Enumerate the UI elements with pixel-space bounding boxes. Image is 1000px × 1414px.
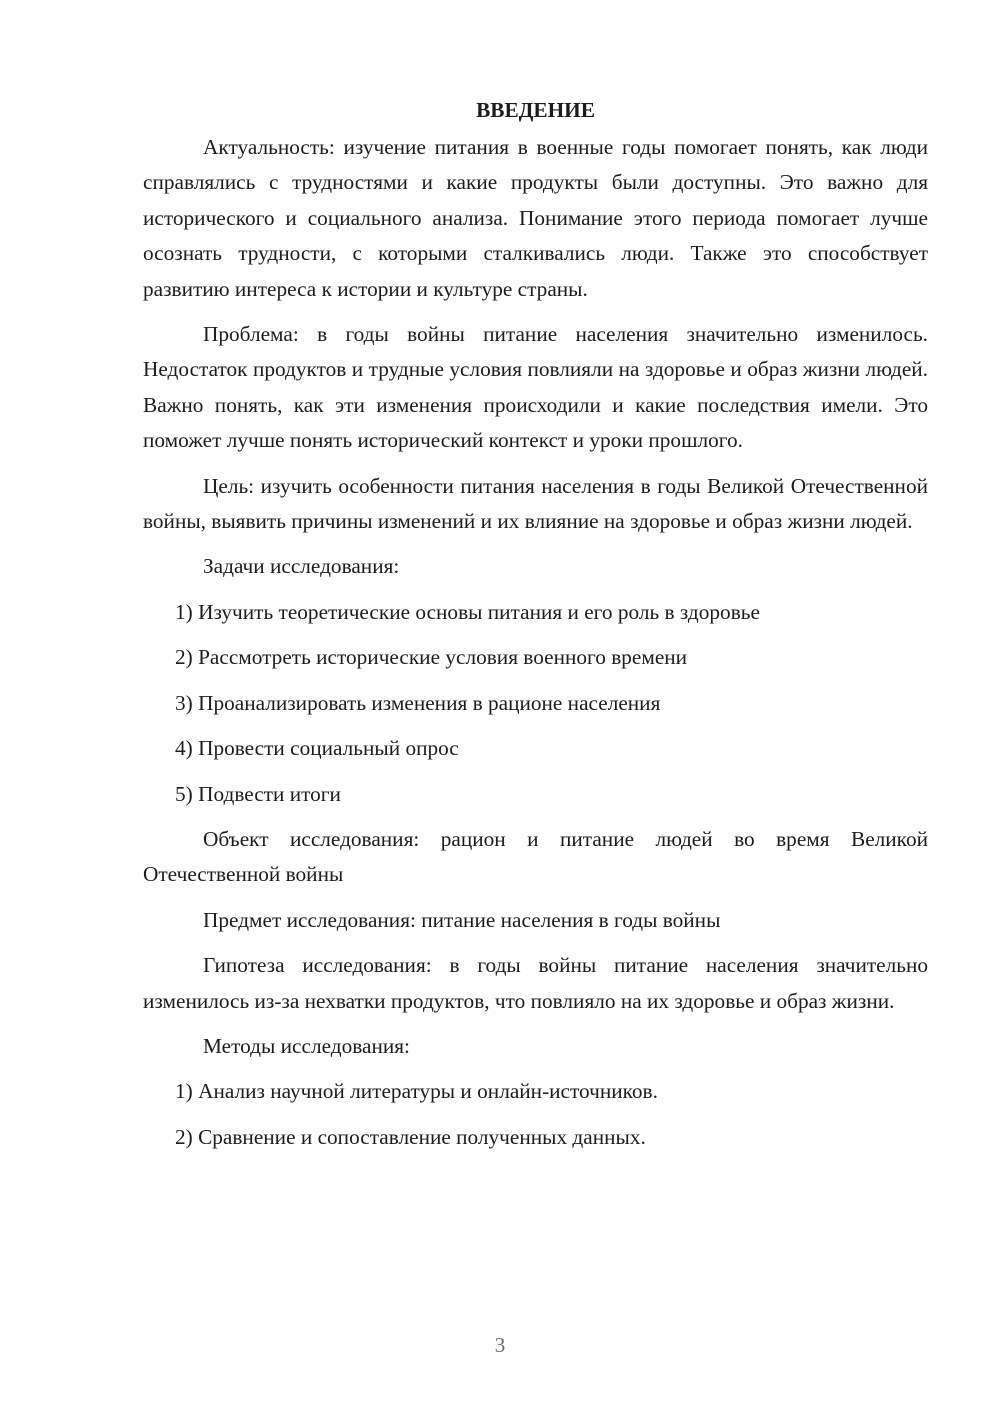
goal-paragraph: Цель: изучить особенности питания населения в годы Великой Отечественной войны, выявить причины изменений и их влияние на здоровье и образ жизни людей. [143,473,928,534]
tasks-heading: Задачи исследования: [203,554,400,579]
page-number: 3 [494,1333,506,1357]
list-item: 2) Рассмотреть исторические условия военного времени [175,645,688,670]
tasks-list [143,595,928,812]
list-item: 1) Изучить теоретические основы питания и его роль в здоровье [175,599,760,624]
list-item: 5) Подвести итоги [175,781,341,806]
hypothesis-paragraph: Гипотеза исследования: в годы войны питание населения значительно изменилось из-за нехватки продуктов, что повлияло на их здоровье и образ жизни. [143,953,928,1013]
subject-paragraph: Предмет исследования: питание населения в годы войны [203,907,721,932]
list-item: 3) Проанализировать изменения в рационе населения [175,690,661,715]
section-title: ВВЕДЕНИЕ [476,98,595,122]
list-item: 4) Провести социальный опрос [175,736,459,761]
problem-paragraph: Проблема: в годы войны питание населения значительно изменилось. Недостаток продуктов и трудные условия повлияли на здоровье и образ жизни людей. Важно понять, как эти изменения происходили и какие последствия имели. Это поможет лучше понять исторический контекст и уроки прошлого. [143,322,928,453]
list-item: 2) Сравнение и сопоставление полученных данных. [175,1124,646,1149]
methods-heading: Методы исследования: [203,1033,410,1058]
relevance-paragraph: Актуальность: изучение питания в военные годы помогает понять, как люди справлялись с трудностями и какие продукты были доступны. Это важно для исторического и социального анализа. Понимание этого периода помогает лучше осознать трудности, с которыми сталкивались люди. Также это способствует развитию интереса к истории и культуре страны. [143,135,928,301]
object-paragraph: Объект исследования: рацион и питание людей во время Великой Отечественной войны [143,826,928,887]
methods-list [143,1074,928,1155]
document-page [143,90,928,1165]
list-item: 1) Анализ научной литературы и онлайн-источников. [175,1079,658,1104]
